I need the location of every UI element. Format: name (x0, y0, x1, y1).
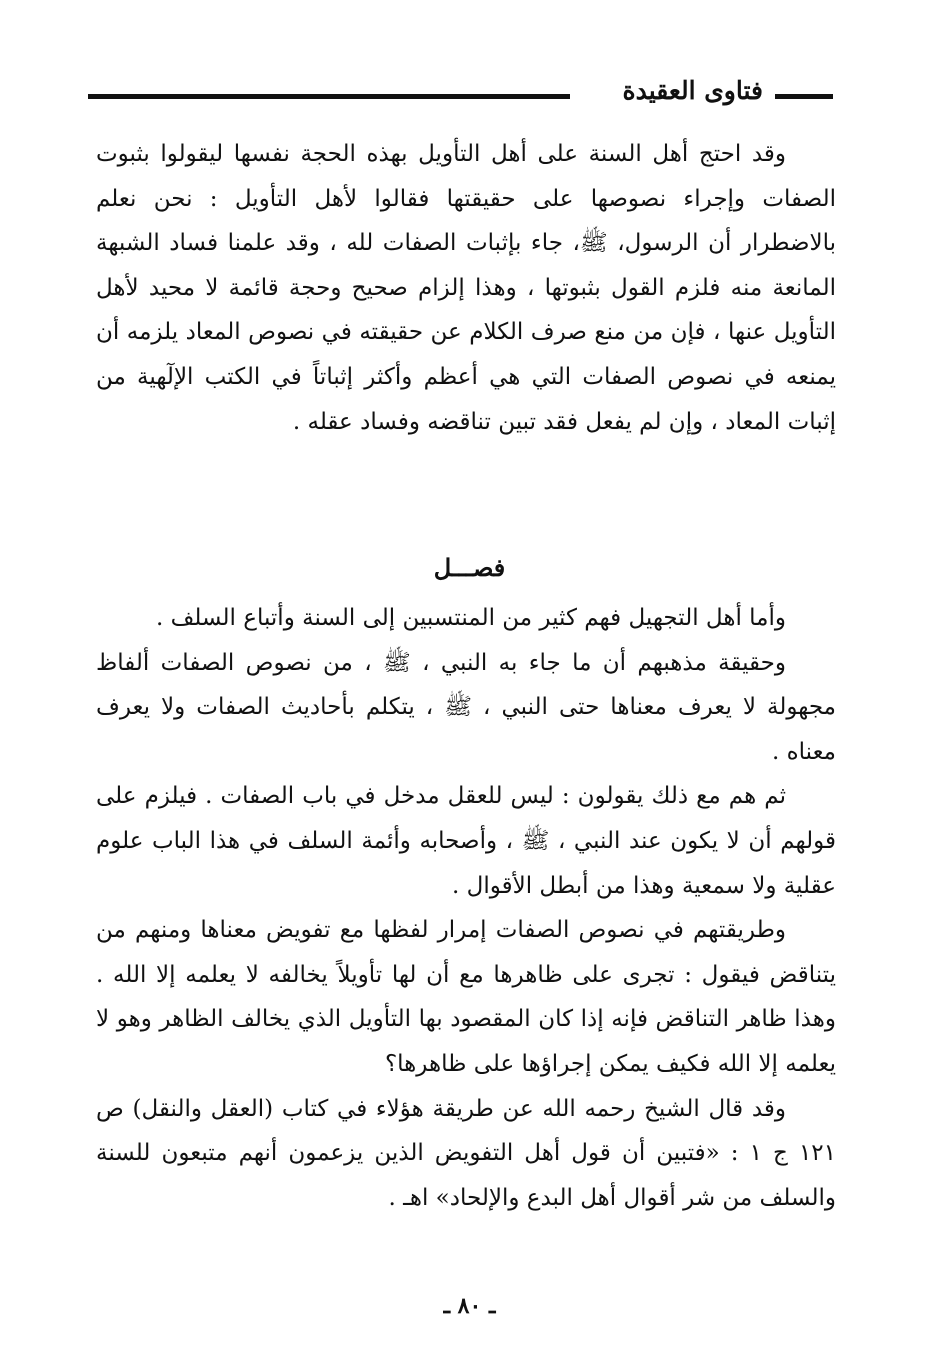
paragraph: وأما أهل التجهيل فهم كثير من المنتسبين إلى السنة وأتباع السلف . (155, 605, 786, 631)
top-text-block (96, 132, 836, 444)
page-number: ـ ٨٠ ـ (443, 1293, 496, 1319)
paragraph: وحقيقة مذهبهم أن ما جاء به النبي ، ﷺ ، من نصوص الصفات ألفاظ مجهولة لا يعرف معناها حتى النبي ، ﷺ ، يتكلم بأحاديث الصفات ولا يعرف معناه . (96, 649, 836, 765)
header-short-rule (775, 94, 833, 99)
header-title: فتاوى العقيدة (622, 76, 763, 105)
paragraph: وقد قال الشيخ رحمه الله عن طريقة هؤلاء في كتاب (العقل والنقل) ص ١٢١ ج ١ : «فتبين أن قول أهل التفويض الذين يزعمون أنهم متبعون للسنة والسلف من شر أقوال أهل البدع والإلحاد» اهـ . (96, 1095, 836, 1211)
paragraph: وطريقتهم في نصوص الصفات إمرار لفظها مع تفويض معناها ومنهم من يتناقض فيقول : تجرى على ظاهرها مع أن لها تأويلاً يخالفه لا يعلمه إلا الله . وهذا ظاهر التناقض فإنه إذا كان المقصود بها التأويل الذي يخالف الظاهر وهو لا يعلمه إلا الله فكيف يمكن إجراؤها على ظاهرها؟ (96, 917, 836, 1077)
paragraph: وقد احتج أهل السنة على أهل التأويل بهذه الحجة نفسها ليقولوا بثبوت الصفات وإجراء نصوصها على حقيقتها فقالوا لأهل التأويل : نحن نعلم بالاضطرار أن الرسول، ﷺ، جاء بإثبات الصفات لله ، وقد علمنا فساد الشبهة المانعة منه فلزم القول بثبوتها ، وهذا إلزام صحيح وحجة قائمة لا محيد لأهل التأويل عنها ، فإن من منع صرف الكلام عن حقيقته في نصوص المعاد يلزمه أن يمنعه في نصوص الصفات التي هي أعظم وأكثر إثباتاً في الكتب الإلٓهية من إثبات المعاد ، وإن لم يفعل فقد تبين تناقضه وفساد عقله . (96, 141, 836, 435)
bottom-text-block (96, 596, 836, 1220)
header-long-rule (88, 94, 570, 99)
running-header (88, 72, 833, 112)
section-heading: فصـــل (433, 553, 506, 582)
paragraph: ثم هم مع ذلك يقولون : ليس للعقل مدخل في باب الصفات . فيلزم على قولهم أن لا يكون عند النبي ، ﷺ ، وأصحابه وأئمة السلف في هذا الباب علوم عقلية ولا سمعية وهذا من أبطل الأقوال . (96, 783, 836, 899)
